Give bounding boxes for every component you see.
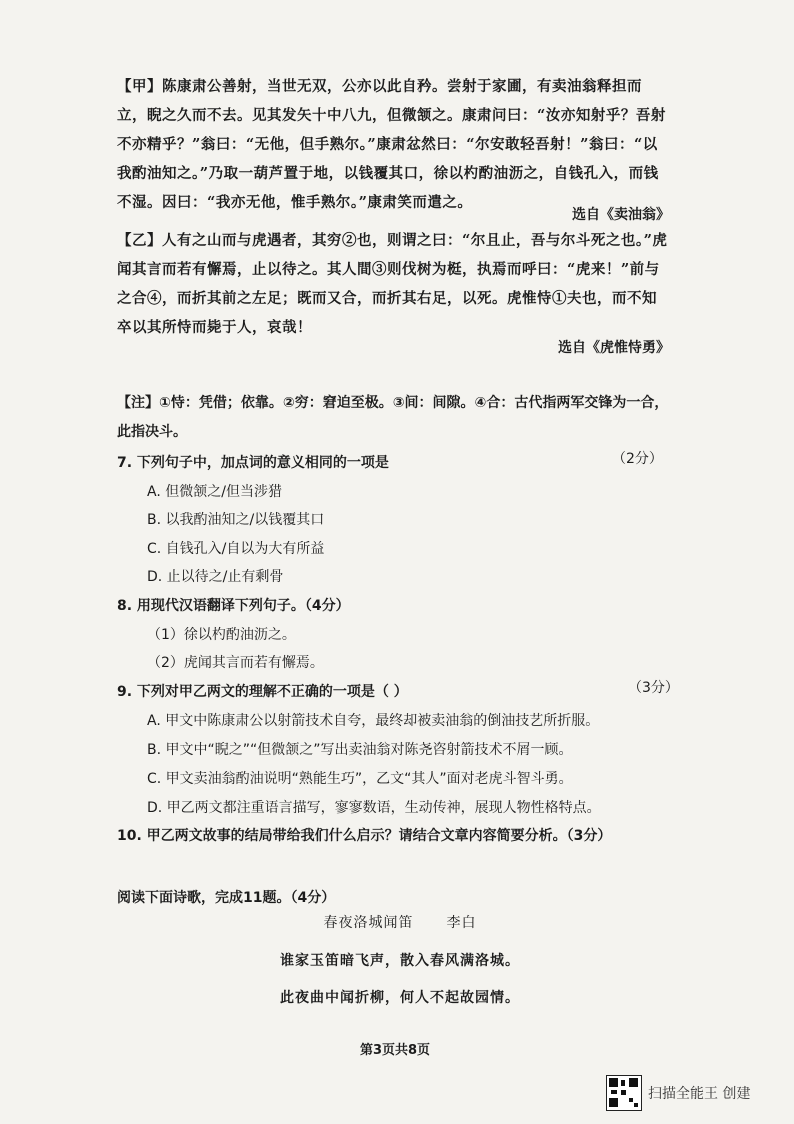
question-8-item-2: （2）虎闻其言而若有懈焉。: [147, 655, 324, 671]
question-9-option-b: B. 甲文中“睨之”“但微颔之”写出卖油翁对陈尧咨射箭技术不屑一顾。: [147, 742, 573, 758]
question-9-stem: 9. 下列对甲乙两文的理解不正确的一项是（ ）: [117, 684, 408, 700]
poem-heading: [250, 912, 550, 932]
poem-author: 李白: [446, 915, 477, 931]
passage-a: 【甲】陈康肃公善射，当世无双，公亦以此自矜。尝射于家圃，有卖油翁释担而立，睨之久而不去。见其发矢十中八九，但微颔之。康肃问曰：“汝亦知射乎？吾射不亦精乎？”翁曰：“无他，但手熟尔。”康肃忿然曰：“尔安敢轻吾射！”翁曰：“以我酌油知之。”乃取一葫芦置于地，以钱覆其口，徐以杓酌油沥之，自钱孔入，而钱不湿。因曰：“我亦无他，惟手熟尔。”康肃笑而遣之。: [117, 78, 666, 211]
question-7-option-c: C. 自钱孔入/自以为大有所益: [147, 541, 325, 557]
scanner-watermark: 扫描全能王 创建: [648, 1086, 751, 1102]
poem-line-1: 谁家玉笛暗飞声，散入春风满洛城。: [280, 953, 520, 969]
passage-a-source: 选自《卖油翁》: [572, 207, 670, 223]
question-9-option-d: D. 甲乙两文都注重语言描写，寥寥数语，生动传神，展现人物性格特点。: [147, 800, 601, 816]
question-8-stem: 8. 用现代汉语翻译下列句子。（4分）: [117, 598, 350, 614]
question-7-option-a: A. 但微颔之/但当涉猎: [147, 484, 282, 500]
question-7-option-b: B. 以我酌油知之/以钱覆其口: [147, 512, 325, 528]
page-number: 第3页共8页: [359, 1043, 431, 1058]
question-7-stem: 7. 下列句子中，加点词的意义相同的一项是: [117, 455, 389, 471]
question-7-option-d: D. 止以待之/止有剩骨: [147, 569, 284, 585]
poem-line-2: 此夜曲中闻折柳，何人不起故园情。: [280, 990, 520, 1006]
question-9-option-c: C. 甲文卖油翁酌油说明“熟能生巧”，乙文“其人”面对老虎斗智斗勇。: [147, 771, 573, 787]
passage-b: 【乙】人有之山而与虎遇者，其穷②也，则谓之曰：“尔且止，吾与尔斗死之也。”虎闻其言而若有懈焉，止以待之。其人間③则伐树为梃，执焉而呼曰：“虎来！”前与之合④，而折其前之左足；既而又合，而折其右足，以死。虎惟恃①夫也，而不知卒以其所恃而毙于人，哀哉！: [117, 232, 668, 336]
passage-b-source: 选自《虎惟恃勇》: [558, 340, 670, 356]
question-10-stem: 10. 甲乙两文故事的结局带给我们什么启示？请结合文章内容简要分析。（3分）: [117, 828, 612, 844]
annotation-note: 【注】①恃：凭借；依靠。②穷：窘迫至极。③间：间隙。④合：古代指两军交锋为一合，此指决斗。: [117, 395, 669, 440]
question-8-item-1: （1）徐以杓酌油沥之。: [147, 627, 296, 643]
question-9-option-a: A. 甲文中陈康肃公以射箭技术自夸，最终却被卖油翁的倒油技艺所折服。: [147, 713, 600, 729]
qr-code-icon: [606, 1075, 642, 1111]
question-7-points: （2分）: [612, 451, 663, 467]
poem-title: 春夜洛城闻笛: [323, 915, 414, 931]
poem-instruction: 阅读下面诗歌，完成11题。（4分）: [117, 890, 336, 906]
question-9-points: （3分）: [628, 680, 679, 696]
